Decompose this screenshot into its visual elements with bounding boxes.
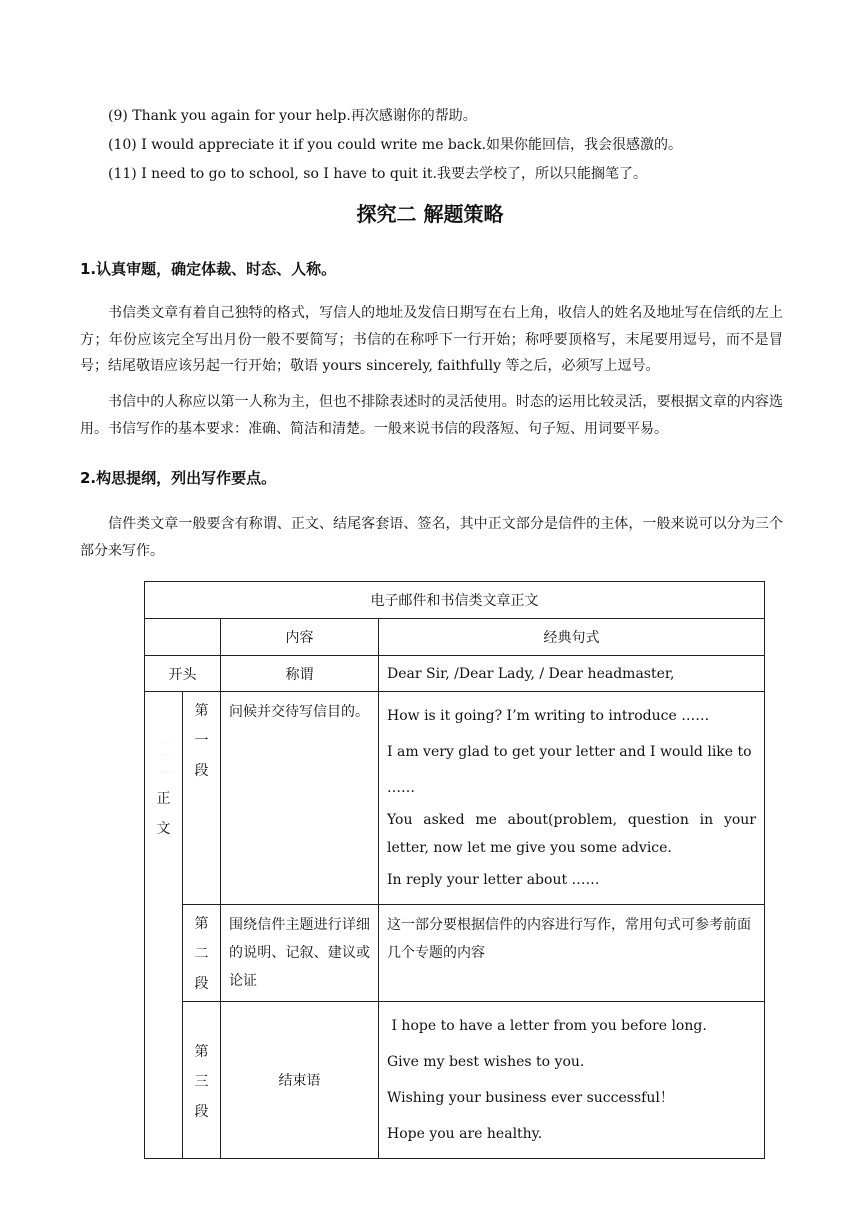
p1-line-1: How is it going? I’m writing to introduce …… [387,708,710,724]
p3-label: 第 三 段 [183,1002,221,1159]
body-label: 正 文 [156,791,171,837]
sentence-10: (10) I would appreciate it if you could write me back.如果你能回信，我会很感激的。 [108,137,683,153]
salutation-label: 称谓 [221,656,379,692]
p3-line-2: Give my best wishes to you. [387,1054,585,1070]
opening-label: 开头 [145,656,221,692]
paragraph-person-tense: 书信中的人称应以第一人称为主，但也不排除表述时的灵活使用。时态的运用比较灵活，要根据文章的内容选用。书信写作的基本要求：准确、简洁和清楚。一般来说书信的段落短、句子短、用词要平易。 [80,394,783,437]
p3-line-4: Hope you are healthy. [387,1126,543,1142]
heading-1: 1.认真审题，确定体裁、时态、人称。 [80,260,337,278]
paragraph-structure: 信件类文章一般要含有称谓、正文、结尾客套语、签名，其中正文部分是信件的主体，一般来说可以分为三个部分来写作。 [80,516,783,559]
p1-label: 第 一 段 [183,692,221,905]
sentence-9: (9) Thank you again for your help.再次感谢你的帮助。 [108,108,477,124]
p3-content: 结束语 [221,1002,379,1159]
header-content: 内容 [221,619,379,656]
tiny-marks: · · · · · · · · · · · · [160,740,173,775]
header-patterns: 经典句式 [379,619,765,656]
p3-line-3: Wishing your business ever successful！ [387,1090,674,1106]
header-empty-cell [145,619,221,656]
p2-label: 第 二 段 [183,905,221,1002]
letter-structure-table [144,581,765,1159]
salutation-example: Dear Sir, /Dear Lady, / Dear headmaster, [379,656,765,692]
table-title: 电子邮件和书信类文章正文 [145,582,765,619]
p1-content: 问候并交待写信目的。 [221,692,379,905]
body-label-cell [145,692,183,1159]
heading-2: 2.构思提纲，列出写作要点。 [80,469,277,487]
section-title: 探究二 解题策略 [356,202,504,226]
paragraph-format: 书信类文章有着自己独特的格式，写信人的地址及发信日期写在右上角，收信人的姓名及地址写在信纸的左上方；年份应该完全写出月份一般不要简写；书信的在称呼下一行开始；称呼要顶格写，末尾要用逗号，而不是冒号；结尾敬语应该另起一行开始；敬语 yours sincerely, faithfully 等之后，必须写上逗号。 [80,305,783,374]
p1-patterns [379,692,765,905]
p1-line-3: You asked me about(problem, question in your letter, now let me give you some advice. [387,812,756,856]
p3-line-1: I hope to have a letter from you before long. [387,1018,707,1034]
sentence-11: (11) I need to go to school, so I have to quit it.我要去学校了，所以只能搁笔了。 [108,166,647,182]
p1-line-4: In reply your letter about …… [387,872,600,888]
p2-text: 这一部分要根据信件的内容进行写作，常用句式可参考前面几个专题的内容 [379,905,765,1002]
p2-content: 围绕信件主题进行详细的说明、记叙、建议或论证 [221,905,379,1002]
p3-patterns [379,1002,765,1159]
p1-line-2: I am very glad to get your letter and I would like to …… [387,744,752,796]
